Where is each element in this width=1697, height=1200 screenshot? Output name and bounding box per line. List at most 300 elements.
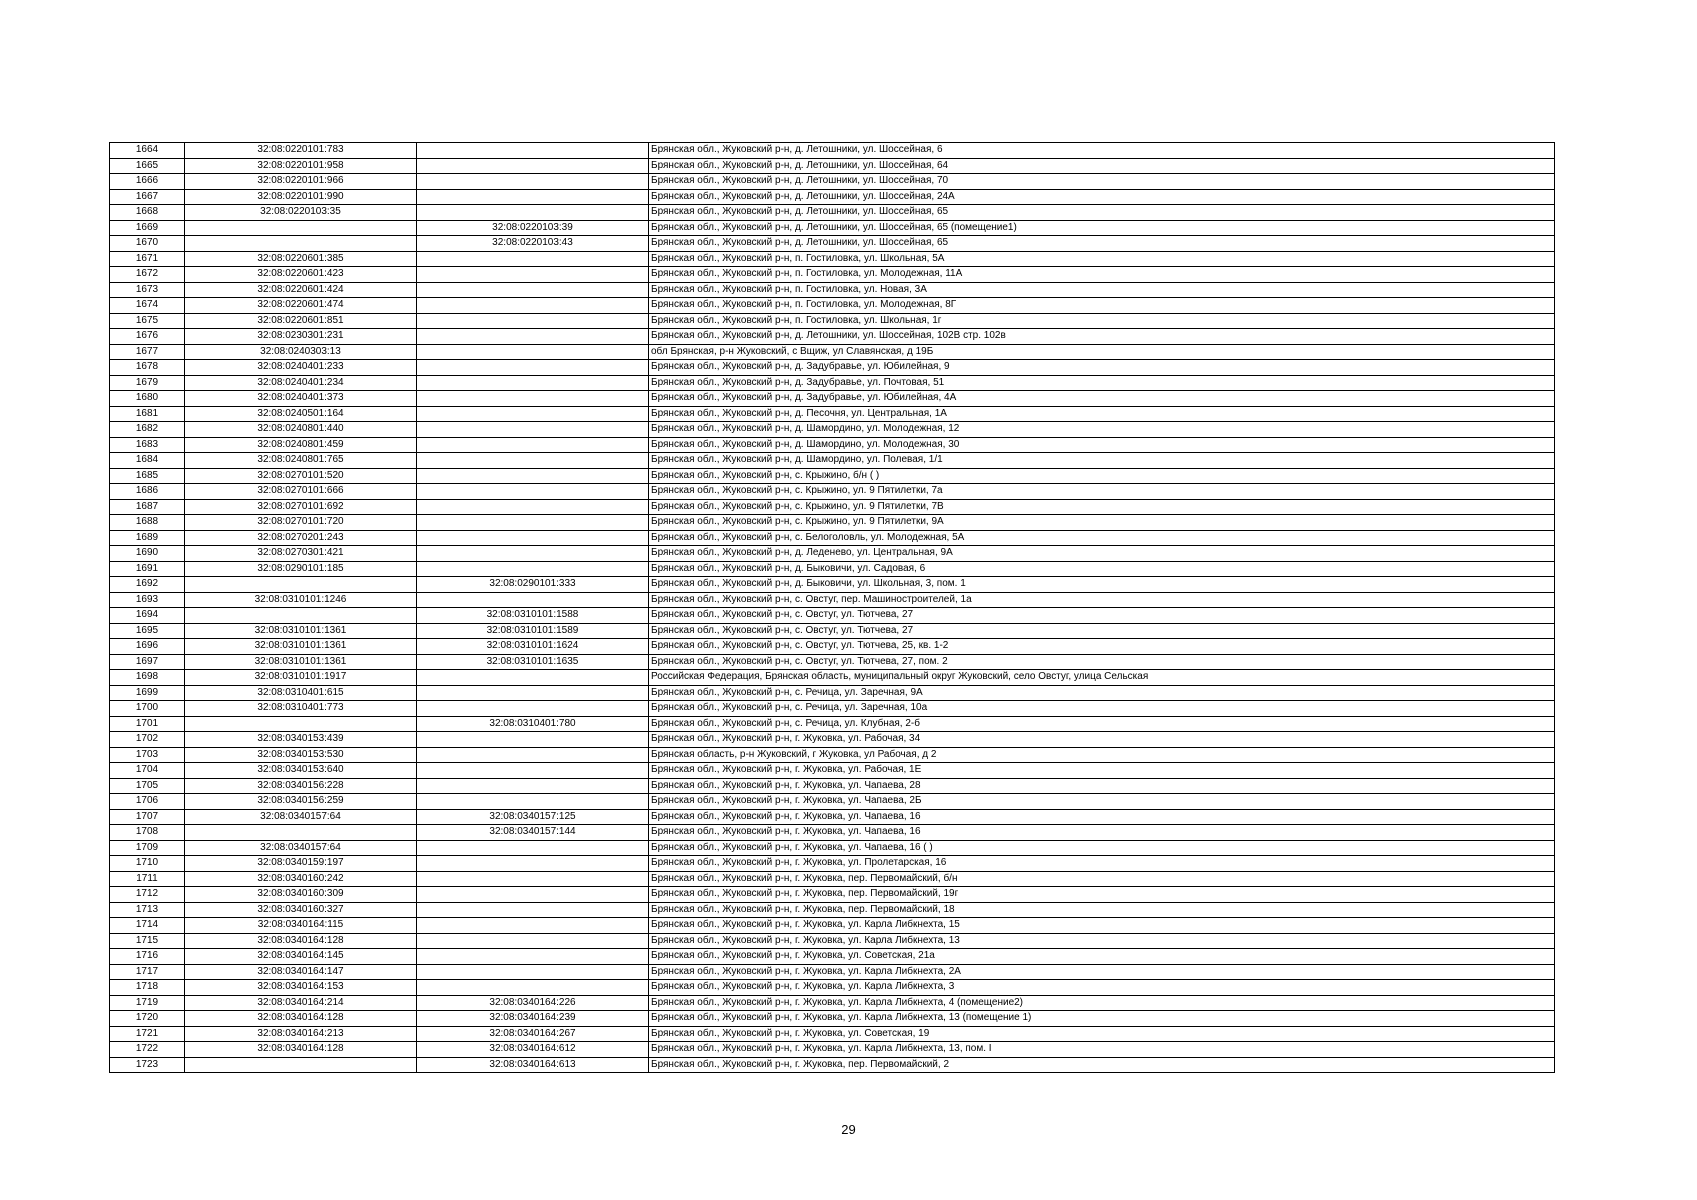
address-cell: Брянская обл., Жуковский р-н, г. Жуковка, ул. Советская, 19 <box>649 1026 1555 1042</box>
building-cadastral-number-cell <box>417 763 649 779</box>
land-cadastral-number-cell <box>185 577 417 593</box>
building-cadastral-number-cell: 32:08:0340164:267 <box>417 1026 649 1042</box>
address-cell: Брянская обл., Жуковский р-н, с. Речица, ул. Клубная, 2-б <box>649 716 1555 732</box>
address-cell: Брянская обл., Жуковский р-н, г. Жуковка, ул. Чапаева, 16 <box>649 825 1555 841</box>
table-row <box>110 747 1555 763</box>
land-cadastral-number-cell <box>185 825 417 841</box>
row-number-cell: 1670 <box>110 236 185 252</box>
land-cadastral-number-cell: 32:08:0310101:1361 <box>185 654 417 670</box>
building-cadastral-number-cell: 32:08:0310101:1589 <box>417 623 649 639</box>
land-cadastral-number-cell: 32:08:0340164:214 <box>185 995 417 1011</box>
land-cadastral-number-cell: 32:08:0220101:966 <box>185 174 417 190</box>
table-row <box>110 902 1555 918</box>
row-number-cell: 1712 <box>110 887 185 903</box>
building-cadastral-number-cell <box>417 484 649 500</box>
address-cell: Брянская обл., Жуковский р-н, с. Овстуг, пер. Машиностроителей, 1а <box>649 592 1555 608</box>
land-cadastral-number-cell: 32:08:0220601:474 <box>185 298 417 314</box>
building-cadastral-number-cell: 32:08:0310101:1624 <box>417 639 649 655</box>
address-cell: Брянская обл., Жуковский р-н, г. Жуковка, ул. Чапаева, 2Б <box>649 794 1555 810</box>
building-cadastral-number-cell <box>417 499 649 515</box>
building-cadastral-number-cell: 32:08:0340157:125 <box>417 809 649 825</box>
land-cadastral-number-cell <box>185 236 417 252</box>
row-number-cell: 1679 <box>110 375 185 391</box>
address-cell: Брянская обл., Жуковский р-н, с. Крыжино, ул. 9 Пятилетки, 7а <box>649 484 1555 500</box>
land-cadastral-number-cell: 32:08:0220601:423 <box>185 267 417 283</box>
building-cadastral-number-cell <box>417 670 649 686</box>
building-cadastral-number-cell <box>417 282 649 298</box>
land-cadastral-number-cell: 32:08:0340157:64 <box>185 840 417 856</box>
address-cell: Брянская обл., Жуковский р-н, п. Гостиловка, ул. Новая, 3А <box>649 282 1555 298</box>
table-row <box>110 701 1555 717</box>
table-row <box>110 313 1555 329</box>
table-row <box>110 220 1555 236</box>
table-row <box>110 918 1555 934</box>
building-cadastral-number-cell <box>417 143 649 159</box>
address-cell: Брянская обл., Жуковский р-н, с. Крыжино, б/н ( ) <box>649 468 1555 484</box>
address-cell: Брянская обл., Жуковский р-н, с. Овстуг, ул. Тютчева, 27 <box>649 623 1555 639</box>
table-row <box>110 298 1555 314</box>
land-cadastral-number-cell <box>185 608 417 624</box>
table-row <box>110 980 1555 996</box>
land-cadastral-number-cell: 32:08:0310401:615 <box>185 685 417 701</box>
address-cell: Брянская обл., Жуковский р-н, д. Леденево, ул. Центральная, 9А <box>649 546 1555 562</box>
land-cadastral-number-cell: 32:08:0340153:439 <box>185 732 417 748</box>
table-row <box>110 251 1555 267</box>
row-number-cell: 1690 <box>110 546 185 562</box>
row-number-cell: 1699 <box>110 685 185 701</box>
building-cadastral-number-cell <box>417 453 649 469</box>
table-row <box>110 344 1555 360</box>
table-row <box>110 623 1555 639</box>
land-cadastral-number-cell: 32:08:0240801:459 <box>185 437 417 453</box>
table-row <box>110 794 1555 810</box>
land-cadastral-number-cell: 32:08:0340164:147 <box>185 964 417 980</box>
building-cadastral-number-cell <box>417 732 649 748</box>
table-row <box>110 592 1555 608</box>
table-row <box>110 1011 1555 1027</box>
land-cadastral-number-cell: 32:08:0290101:185 <box>185 561 417 577</box>
address-cell: Российская Федерация, Брянская область, муниципальный округ Жуковский, село Овстуг, улица Сельская <box>649 670 1555 686</box>
table-row <box>110 422 1555 438</box>
address-cell: Брянская обл., Жуковский р-н, с. Крыжино, ул. 9 Пятилетки, 7В <box>649 499 1555 515</box>
building-cadastral-number-cell: 32:08:0290101:333 <box>417 577 649 593</box>
table-row <box>110 282 1555 298</box>
row-number-cell: 1667 <box>110 189 185 205</box>
building-cadastral-number-cell: 32:08:0220103:39 <box>417 220 649 236</box>
table-row <box>110 360 1555 376</box>
table-row <box>110 499 1555 515</box>
table-row <box>110 546 1555 562</box>
row-number-cell: 1711 <box>110 871 185 887</box>
address-cell: Брянская обл., Жуковский р-н, с. Овстуг, ул. Тютчева, 25, кв. 1-2 <box>649 639 1555 655</box>
land-cadastral-number-cell: 32:08:0270101:520 <box>185 468 417 484</box>
row-number-cell: 1687 <box>110 499 185 515</box>
address-cell: Брянская обл., Жуковский р-н, с. Овстуг, ул. Тютчева, 27, пом. 2 <box>649 654 1555 670</box>
address-cell: Брянская обл., Жуковский р-н, д. Летошники, ул. Шоссейная, 65 <box>649 205 1555 221</box>
land-cadastral-number-cell: 32:08:0340164:115 <box>185 918 417 934</box>
row-number-cell: 1671 <box>110 251 185 267</box>
land-cadastral-number-cell: 32:08:0340160:242 <box>185 871 417 887</box>
row-number-cell: 1666 <box>110 174 185 190</box>
land-cadastral-number-cell: 32:08:0340156:228 <box>185 778 417 794</box>
building-cadastral-number-cell <box>417 360 649 376</box>
land-cadastral-number-cell: 32:08:0220101:783 <box>185 143 417 159</box>
building-cadastral-number-cell <box>417 871 649 887</box>
row-number-cell: 1691 <box>110 561 185 577</box>
land-cadastral-number-cell: 32:08:0220601:851 <box>185 313 417 329</box>
land-cadastral-number-cell: 32:08:0240501:164 <box>185 406 417 422</box>
land-cadastral-number-cell <box>185 1057 417 1073</box>
address-cell: Брянская обл., Жуковский р-н, г. Жуковка, ул. Карла Либкнехта, 4 (помещение2) <box>649 995 1555 1011</box>
table-row <box>110 1057 1555 1073</box>
building-cadastral-number-cell <box>417 344 649 360</box>
address-cell: Брянская обл., Жуковский р-н, с. Овстуг, ул. Тютчева, 27 <box>649 608 1555 624</box>
row-number-cell: 1722 <box>110 1042 185 1058</box>
land-cadastral-number-cell: 32:08:0310101:1361 <box>185 623 417 639</box>
land-cadastral-number-cell: 32:08:0340153:640 <box>185 763 417 779</box>
land-cadastral-number-cell: 32:08:0270301:421 <box>185 546 417 562</box>
address-cell: Брянская обл., Жуковский р-н, д. Летошники, ул. Шоссейная, 70 <box>649 174 1555 190</box>
address-cell: Брянская обл., Жуковский р-н, д. Шамордино, ул. Полевая, 1/1 <box>649 453 1555 469</box>
building-cadastral-number-cell <box>417 329 649 345</box>
address-cell: Брянская обл., Жуковский р-н, д. Летошники, ул. Шоссейная, 24А <box>649 189 1555 205</box>
table-row <box>110 639 1555 655</box>
building-cadastral-number-cell <box>417 561 649 577</box>
row-number-cell: 1702 <box>110 732 185 748</box>
row-number-cell: 1703 <box>110 747 185 763</box>
row-number-cell: 1701 <box>110 716 185 732</box>
address-cell: Брянская обл., Жуковский р-н, г. Жуковка, ул. Чапаева, 16 <box>649 809 1555 825</box>
table-row <box>110 530 1555 546</box>
row-number-cell: 1719 <box>110 995 185 1011</box>
address-cell: Брянская обл., Жуковский р-н, г. Жуковка, пер. Первомайский, б/н <box>649 871 1555 887</box>
row-number-cell: 1708 <box>110 825 185 841</box>
table-row <box>110 158 1555 174</box>
building-cadastral-number-cell <box>417 515 649 531</box>
table-row <box>110 949 1555 965</box>
address-cell: Брянская обл., Жуковский р-н, д. Летошники, ул. Шоссейная, 6 <box>649 143 1555 159</box>
building-cadastral-number-cell <box>417 778 649 794</box>
registry-table-body <box>110 143 1555 1073</box>
land-cadastral-number-cell: 32:08:0340157:64 <box>185 809 417 825</box>
row-number-cell: 1714 <box>110 918 185 934</box>
table-row <box>110 515 1555 531</box>
row-number-cell: 1695 <box>110 623 185 639</box>
table-row <box>110 685 1555 701</box>
table-row <box>110 871 1555 887</box>
table-row <box>110 484 1555 500</box>
row-number-cell: 1707 <box>110 809 185 825</box>
land-cadastral-number-cell: 32:08:0310101:1246 <box>185 592 417 608</box>
building-cadastral-number-cell: 32:08:0340157:144 <box>417 825 649 841</box>
building-cadastral-number-cell <box>417 298 649 314</box>
building-cadastral-number-cell <box>417 949 649 965</box>
row-number-cell: 1705 <box>110 778 185 794</box>
address-cell: Брянская область, р-н Жуковский, г Жуковка, ул Рабочая, д 2 <box>649 747 1555 763</box>
building-cadastral-number-cell <box>417 391 649 407</box>
row-number-cell: 1683 <box>110 437 185 453</box>
page-number: 29 <box>841 1122 856 1137</box>
row-number-cell: 1709 <box>110 840 185 856</box>
address-cell: Брянская обл., Жуковский р-н, г. Жуковка, ул. Карла Либкнехта, 3 <box>649 980 1555 996</box>
table-row <box>110 189 1555 205</box>
address-cell: Брянская обл., Жуковский р-н, с. Речица, ул. Заречная, 10а <box>649 701 1555 717</box>
row-number-cell: 1684 <box>110 453 185 469</box>
table-row <box>110 1042 1555 1058</box>
address-cell: Брянская обл., Жуковский р-н, г. Жуковка, ул. Рабочая, 1Е <box>649 763 1555 779</box>
table-row <box>110 778 1555 794</box>
table-row <box>110 205 1555 221</box>
table-row <box>110 329 1555 345</box>
land-cadastral-number-cell: 32:08:0240303:13 <box>185 344 417 360</box>
table-row <box>110 995 1555 1011</box>
row-number-cell: 1713 <box>110 902 185 918</box>
building-cadastral-number-cell: 32:08:0310101:1635 <box>417 654 649 670</box>
building-cadastral-number-cell <box>417 794 649 810</box>
row-number-cell: 1721 <box>110 1026 185 1042</box>
building-cadastral-number-cell: 32:08:0220103:43 <box>417 236 649 252</box>
building-cadastral-number-cell <box>417 856 649 872</box>
table-row <box>110 840 1555 856</box>
address-cell: Брянская обл., Жуковский р-н, г. Жуковка, ул. Карла Либкнехта, 13 (помещение 1) <box>649 1011 1555 1027</box>
building-cadastral-number-cell <box>417 468 649 484</box>
address-cell: Брянская обл., Жуковский р-н, г. Жуковка, ул. Советская, 21а <box>649 949 1555 965</box>
address-cell: Брянская обл., Жуковский р-н, г. Жуковка, ул. Карла Либкнехта, 15 <box>649 918 1555 934</box>
address-cell: Брянская обл., Жуковский р-н, п. Гостиловка, ул. Молодежная, 8Г <box>649 298 1555 314</box>
building-cadastral-number-cell <box>417 701 649 717</box>
row-number-cell: 1694 <box>110 608 185 624</box>
row-number-cell: 1686 <box>110 484 185 500</box>
land-cadastral-number-cell: 32:08:0340156:259 <box>185 794 417 810</box>
land-cadastral-number-cell: 32:08:0340159:197 <box>185 856 417 872</box>
building-cadastral-number-cell <box>417 375 649 391</box>
address-cell: Брянская обл., Жуковский р-н, п. Гостиловка, ул. Школьная, 5А <box>649 251 1555 267</box>
row-number-cell: 1718 <box>110 980 185 996</box>
land-cadastral-number-cell: 32:08:0240801:440 <box>185 422 417 438</box>
land-cadastral-number-cell: 32:08:0310101:1917 <box>185 670 417 686</box>
row-number-cell: 1716 <box>110 949 185 965</box>
row-number-cell: 1669 <box>110 220 185 236</box>
address-cell: Брянская обл., Жуковский р-н, с. Речица, ул. Заречная, 9А <box>649 685 1555 701</box>
table-row <box>110 468 1555 484</box>
land-cadastral-number-cell: 32:08:0310101:1361 <box>185 639 417 655</box>
row-number-cell: 1664 <box>110 143 185 159</box>
address-cell: Брянская обл., Жуковский р-н, д. Быковичи, ул. Школьная, 3, пом. 1 <box>649 577 1555 593</box>
table-row <box>110 933 1555 949</box>
address-cell: Брянская обл., Жуковский р-н, г. Жуковка, ул. Карла Либкнехта, 13 <box>649 933 1555 949</box>
building-cadastral-number-cell <box>417 902 649 918</box>
table-row <box>110 236 1555 252</box>
building-cadastral-number-cell <box>417 174 649 190</box>
row-number-cell: 1676 <box>110 329 185 345</box>
land-cadastral-number-cell: 32:08:0220103:35 <box>185 205 417 221</box>
table-row <box>110 654 1555 670</box>
land-cadastral-number-cell: 32:08:0230301:231 <box>185 329 417 345</box>
address-cell: Брянская обл., Жуковский р-н, д. Летошники, ул. Шоссейная, 65 <box>649 236 1555 252</box>
building-cadastral-number-cell <box>417 530 649 546</box>
building-cadastral-number-cell <box>417 406 649 422</box>
address-cell: Брянская обл., Жуковский р-н, с. Крыжино, ул. 9 Пятилетки, 9А <box>649 515 1555 531</box>
table-row <box>110 406 1555 422</box>
row-number-cell: 1692 <box>110 577 185 593</box>
address-cell: Брянская обл., Жуковский р-н, д. Летошники, ул. Шоссейная, 65 (помещение1) <box>649 220 1555 236</box>
building-cadastral-number-cell: 32:08:0340164:613 <box>417 1057 649 1073</box>
row-number-cell: 1698 <box>110 670 185 686</box>
address-cell: Брянская обл., Жуковский р-н, г. Жуковка, ул. Чапаева, 28 <box>649 778 1555 794</box>
row-number-cell: 1681 <box>110 406 185 422</box>
table-row <box>110 577 1555 593</box>
row-number-cell: 1717 <box>110 964 185 980</box>
row-number-cell: 1665 <box>110 158 185 174</box>
land-cadastral-number-cell: 32:08:0270101:666 <box>185 484 417 500</box>
row-number-cell: 1689 <box>110 530 185 546</box>
address-cell: Брянская обл., Жуковский р-н, д. Шамордино, ул. Молодежная, 30 <box>649 437 1555 453</box>
address-cell: Брянская обл., Жуковский р-н, г. Жуковка, пер. Первомайский, 2 <box>649 1057 1555 1073</box>
building-cadastral-number-cell <box>417 313 649 329</box>
row-number-cell: 1675 <box>110 313 185 329</box>
address-cell: Брянская обл., Жуковский р-н, д. Задубравье, ул. Почтовая, 51 <box>649 375 1555 391</box>
building-cadastral-number-cell: 32:08:0340164:226 <box>417 995 649 1011</box>
table-row <box>110 670 1555 686</box>
building-cadastral-number-cell <box>417 546 649 562</box>
building-cadastral-number-cell: 32:08:0340164:612 <box>417 1042 649 1058</box>
table-row <box>110 453 1555 469</box>
land-cadastral-number-cell: 32:08:0220601:385 <box>185 251 417 267</box>
row-number-cell: 1723 <box>110 1057 185 1073</box>
table-row <box>110 763 1555 779</box>
address-cell: Брянская обл., Жуковский р-н, г. Жуковка, пер. Первомайский, 19г <box>649 887 1555 903</box>
land-cadastral-number-cell: 32:08:0340160:327 <box>185 902 417 918</box>
table-row <box>110 608 1555 624</box>
row-number-cell: 1704 <box>110 763 185 779</box>
building-cadastral-number-cell <box>417 189 649 205</box>
address-cell: Брянская обл., Жуковский р-н, г. Жуковка, ул. Карла Либкнехта, 2А <box>649 964 1555 980</box>
land-cadastral-number-cell: 32:08:0240401:233 <box>185 360 417 376</box>
building-cadastral-number-cell <box>417 918 649 934</box>
row-number-cell: 1697 <box>110 654 185 670</box>
table-row <box>110 267 1555 283</box>
row-number-cell: 1706 <box>110 794 185 810</box>
building-cadastral-number-cell <box>417 267 649 283</box>
row-number-cell: 1682 <box>110 422 185 438</box>
land-cadastral-number-cell: 32:08:0340164:128 <box>185 1042 417 1058</box>
table-row <box>110 825 1555 841</box>
land-cadastral-number-cell: 32:08:0240401:373 <box>185 391 417 407</box>
land-cadastral-number-cell <box>185 220 417 236</box>
table-row <box>110 391 1555 407</box>
row-number-cell: 1678 <box>110 360 185 376</box>
building-cadastral-number-cell <box>417 933 649 949</box>
row-number-cell: 1693 <box>110 592 185 608</box>
land-cadastral-number-cell: 32:08:0240801:765 <box>185 453 417 469</box>
row-number-cell: 1700 <box>110 701 185 717</box>
address-cell: Брянская обл., Жуковский р-н, д. Быковичи, ул. Садовая, 6 <box>649 561 1555 577</box>
address-cell: Брянская обл., Жуковский р-н, г. Жуковка, ул. Рабочая, 34 <box>649 732 1555 748</box>
building-cadastral-number-cell: 32:08:0310101:1588 <box>417 608 649 624</box>
address-cell: обл Брянская, р-н Жуковский, с Вщиж, ул Славянская, д 19Б <box>649 344 1555 360</box>
land-cadastral-number-cell: 32:08:0310401:773 <box>185 701 417 717</box>
table-row <box>110 174 1555 190</box>
land-cadastral-number-cell: 32:08:0270101:720 <box>185 515 417 531</box>
table-row <box>110 964 1555 980</box>
table-row <box>110 856 1555 872</box>
building-cadastral-number-cell <box>417 251 649 267</box>
address-cell: Брянская обл., Жуковский р-н, д. Летошники, ул. Шоссейная, 102В стр. 102в <box>649 329 1555 345</box>
row-number-cell: 1710 <box>110 856 185 872</box>
address-cell: Брянская обл., Жуковский р-н, д. Песочня, ул. Центральная, 1А <box>649 406 1555 422</box>
building-cadastral-number-cell <box>417 685 649 701</box>
building-cadastral-number-cell <box>417 747 649 763</box>
table-row <box>110 375 1555 391</box>
land-cadastral-number-cell: 32:08:0220101:990 <box>185 189 417 205</box>
address-cell: Брянская обл., Жуковский р-н, г. Жуковка, ул. Карла Либкнехта, 13, пом. I <box>649 1042 1555 1058</box>
row-number-cell: 1668 <box>110 205 185 221</box>
table-row <box>110 143 1555 159</box>
building-cadastral-number-cell <box>417 437 649 453</box>
table-row <box>110 732 1555 748</box>
address-cell: Брянская обл., Жуковский р-н, г. Жуковка, ул. Пролетарская, 16 <box>649 856 1555 872</box>
land-cadastral-number-cell: 32:08:0220601:424 <box>185 282 417 298</box>
address-cell: Брянская обл., Жуковский р-н, п. Гостиловка, ул. Школьная, 1г <box>649 313 1555 329</box>
table-row <box>110 716 1555 732</box>
building-cadastral-number-cell: 32:08:0340164:239 <box>417 1011 649 1027</box>
table-row <box>110 1026 1555 1042</box>
address-cell: Брянская обл., Жуковский р-н, д. Задубравье, ул. Юбилейная, 4А <box>649 391 1555 407</box>
building-cadastral-number-cell <box>417 840 649 856</box>
building-cadastral-number-cell: 32:08:0310401:780 <box>417 716 649 732</box>
land-cadastral-number-cell: 32:08:0340153:530 <box>185 747 417 763</box>
land-cadastral-number-cell: 32:08:0340164:128 <box>185 933 417 949</box>
row-number-cell: 1720 <box>110 1011 185 1027</box>
row-number-cell: 1680 <box>110 391 185 407</box>
building-cadastral-number-cell <box>417 158 649 174</box>
building-cadastral-number-cell <box>417 422 649 438</box>
building-cadastral-number-cell <box>417 592 649 608</box>
row-number-cell: 1688 <box>110 515 185 531</box>
address-cell: Брянская обл., Жуковский р-н, д. Летошники, ул. Шоссейная, 64 <box>649 158 1555 174</box>
address-cell: Брянская обл., Жуковский р-н, с. Белоголовль, ул. Молодежная, 5А <box>649 530 1555 546</box>
table-row <box>110 809 1555 825</box>
address-cell: Брянская обл., Жуковский р-н, д. Шамордино, ул. Молодежная, 12 <box>649 422 1555 438</box>
table-row <box>110 887 1555 903</box>
land-cadastral-number-cell: 32:08:0340164:153 <box>185 980 417 996</box>
address-cell: Брянская обл., Жуковский р-н, г. Жуковка, ул. Чапаева, 16 ( ) <box>649 840 1555 856</box>
row-number-cell: 1673 <box>110 282 185 298</box>
land-cadastral-number-cell: 32:08:0270101:692 <box>185 499 417 515</box>
land-cadastral-number-cell: 32:08:0340164:145 <box>185 949 417 965</box>
address-cell: Брянская обл., Жуковский р-н, п. Гостиловка, ул. Молодежная, 11А <box>649 267 1555 283</box>
land-cadastral-number-cell: 32:08:0340164:128 <box>185 1011 417 1027</box>
land-cadastral-number-cell: 32:08:0270201:243 <box>185 530 417 546</box>
row-number-cell: 1672 <box>110 267 185 283</box>
land-cadastral-number-cell: 32:08:0220101:958 <box>185 158 417 174</box>
row-number-cell: 1685 <box>110 468 185 484</box>
table-row <box>110 561 1555 577</box>
address-cell: Брянская обл., Жуковский р-н, д. Задубравье, ул. Юбилейная, 9 <box>649 360 1555 376</box>
row-number-cell: 1715 <box>110 933 185 949</box>
building-cadastral-number-cell <box>417 980 649 996</box>
building-cadastral-number-cell <box>417 205 649 221</box>
building-cadastral-number-cell <box>417 964 649 980</box>
land-cadastral-number-cell: 32:08:0340164:213 <box>185 1026 417 1042</box>
row-number-cell: 1696 <box>110 639 185 655</box>
land-cadastral-number-cell: 32:08:0240401:234 <box>185 375 417 391</box>
land-cadastral-number-cell: 32:08:0340160:309 <box>185 887 417 903</box>
property-registry-table <box>109 142 1555 1073</box>
land-cadastral-number-cell <box>185 716 417 732</box>
table-row <box>110 437 1555 453</box>
row-number-cell: 1677 <box>110 344 185 360</box>
